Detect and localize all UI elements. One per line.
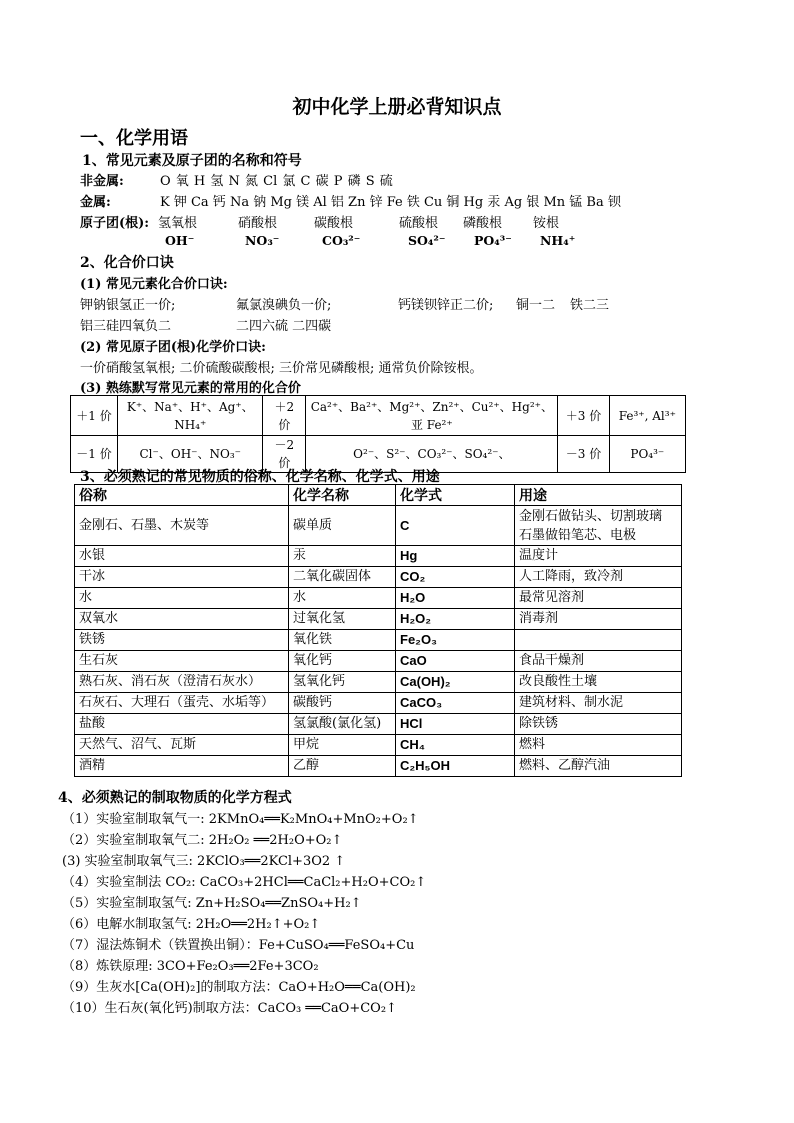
formula-cell: C — [396, 506, 515, 546]
equation-line: （1）实验室制取氧气一: 2KMnO₄══K₂MnO₄+MnO₂+O₂↑ — [62, 812, 419, 827]
radical-rhyme-text: 一价硝酸氢氧根; 二价硫酸碳酸根; 三价常见磷酸根; 通常负价除铵根。 — [80, 361, 483, 376]
equation-line: （4）实验室制法 CO₂: CaCO₃+2HCl══CaCl₂+H₂O+CO₂↑ — [62, 875, 427, 890]
table-row — [75, 651, 682, 672]
use-cell — [515, 630, 682, 651]
valence-table — [70, 395, 686, 473]
table-row — [75, 630, 682, 651]
chemical-name-cell: 碳酸钙 — [289, 693, 396, 714]
use-cell: 建筑材料、制水泥 — [515, 693, 682, 714]
valence-cell: －2 价 — [263, 436, 306, 473]
table-row — [75, 714, 682, 735]
chemical-name-cell: 水 — [289, 588, 396, 609]
common-name-cell: 水 — [75, 588, 289, 609]
equation-line: （5）实验室制取氢气: Zn+H₂SO₄══ZnSO₄+H₂↑ — [62, 896, 362, 911]
common-name-cell: 双氧水 — [75, 609, 289, 630]
equation-line: (3) 实验室制取氧气三: 2KClO₃══2KCl+3O2 ↑ — [62, 854, 346, 869]
nonmetal-label: 非金属: — [80, 174, 124, 189]
use-cell: 温度计 — [515, 546, 682, 567]
valence-row — [71, 396, 686, 436]
radical-symbol: PO₄³⁻ — [474, 233, 512, 248]
column-header: 化学式 — [396, 485, 515, 506]
use-cell: 金刚石做钻头、切割玻璃 石墨做铅笔芯、电极 — [515, 506, 682, 546]
rhyme-text: 铁二三 — [570, 298, 610, 313]
common-name-cell: 生石灰 — [75, 651, 289, 672]
radical-label: 原子团(根): — [80, 216, 150, 231]
chemical-name-cell: 氧化铁 — [289, 630, 396, 651]
column-header: 俗称 — [75, 485, 289, 506]
radical-symbol: CO₃²⁻ — [322, 233, 361, 248]
use-cell: 燃料 — [515, 735, 682, 756]
formula-cell: H₂O — [396, 588, 515, 609]
formula-cell: CH₄ — [396, 735, 515, 756]
equation-line: （7）湿法炼铜术（铁置换出铜）：Fe+CuSO₄══FeSO₄+Cu — [62, 938, 415, 953]
table-row — [75, 693, 682, 714]
common-name-cell: 熟石灰、消石灰（澄清石灰水） — [75, 672, 289, 693]
formula-cell: CaCO₃ — [396, 693, 515, 714]
common-name-cell: 铁锈 — [75, 630, 289, 651]
column-header: 化学名称 — [289, 485, 396, 506]
equation-line: （2）实验室制取氧气二: 2H₂O₂ ══2H₂O+O₂↑ — [62, 833, 343, 848]
nonmetal-list: O 氧 H 氢 N 氮 Cl 氯 C 碳 P 磷 S 硫 — [160, 174, 393, 189]
page-title: 初中化学上册必背知识点 — [292, 96, 502, 118]
use-cell: 人工降雨，致冷剂 — [515, 567, 682, 588]
subsection-heading-4: 4、必须熟记的制取物质的化学方程式 — [58, 790, 292, 806]
valence-cell: Fe³⁺, Al³⁺ — [609, 396, 685, 436]
chemical-name-cell: 乙醇 — [289, 756, 396, 777]
formula-cell: Fe₂O₃ — [396, 630, 515, 651]
use-cell: 改良酸性土壤 — [515, 672, 682, 693]
section-heading: 一、化学用语 — [80, 128, 188, 149]
radical-symbol: SO₄²⁻ — [408, 233, 446, 248]
use-cell: 除铁锈 — [515, 714, 682, 735]
rhyme-text: 钾钠银氢正一价; — [80, 298, 176, 313]
radical-name: 硝酸根 — [238, 216, 278, 231]
common-name-cell: 酒精 — [75, 756, 289, 777]
rhyme-text: 二四六硫 二四碳 — [236, 319, 332, 334]
common-name-cell: 盐酸 — [75, 714, 289, 735]
chemical-name-cell: 汞 — [289, 546, 396, 567]
metal-list: K 钾 Ca 钙 Na 钠 Mg 镁 Al 铝 Zn 锌 Fe 铁 Cu 铜 Hg 汞 Ag 银 Mn 锰 Ba 钡 — [160, 195, 621, 210]
radical-symbol: OH⁻ — [165, 233, 195, 248]
chemical-name-cell: 氧化钙 — [289, 651, 396, 672]
rhyme-text: 铝三硅四氧负二 — [80, 319, 172, 334]
column-header: 用途 — [515, 485, 682, 506]
use-cell: 燃料、乙醇汽油 — [515, 756, 682, 777]
valence-table-heading: (3) 熟练默写常见元素的常用的化合价 — [80, 381, 301, 396]
table-row — [75, 567, 682, 588]
formula-cell: CO₂ — [396, 567, 515, 588]
valence-cell: Cl⁻、OH⁻、NO₃⁻ — [118, 436, 263, 473]
subsection-heading-1: 1、常见元素及原子团的名称和符号 — [82, 153, 302, 169]
table-row — [75, 756, 682, 777]
radical-name: 铵根 — [533, 216, 560, 231]
chemical-name-cell: 氢氯酸(氯化氢) — [289, 714, 396, 735]
use-cell: 食品干燥剂 — [515, 651, 682, 672]
formula-cell: H₂O₂ — [396, 609, 515, 630]
equation-line: （9）生灰水[Ca(OH)₂]的制取方法：CaO+H₂O══Ca(OH)₂ — [62, 980, 416, 995]
common-name-cell: 金刚石、石墨、木炭等 — [75, 506, 289, 546]
radical-symbol: NO₃⁻ — [245, 233, 280, 248]
table-header-row — [75, 485, 682, 506]
valence-cell: O²⁻、S²⁻、CO₃²⁻、SO₄²⁻、 — [306, 436, 558, 473]
chemical-name-cell: 二氧化碳固体 — [289, 567, 396, 588]
radical-name: 硫酸根 — [399, 216, 439, 231]
valence-rhyme-heading: (1) 常见元素化合价口诀: — [80, 277, 228, 292]
metal-label: 金属: — [80, 195, 111, 210]
valence-cell: ＋2 价 — [263, 396, 306, 436]
table-row — [75, 735, 682, 756]
rhyme-text: 氟氯溴碘负一价; — [236, 298, 332, 313]
table-row — [75, 506, 682, 546]
table-row — [75, 546, 682, 567]
valence-cell: ＋1 价 — [71, 396, 118, 436]
valence-cell: K⁺、Na⁺、H⁺、Ag⁺、NH₄⁺ — [118, 396, 263, 436]
chemical-name-cell: 甲烷 — [289, 735, 396, 756]
subsection-heading-3: 3、必须熟记的常见物质的俗称、化学名称、化学式、用途 — [80, 469, 440, 485]
rhyme-text: 铜一二 — [516, 298, 556, 313]
valence-cell: PO₄³⁻ — [609, 436, 685, 473]
table-row — [75, 609, 682, 630]
chemical-name-cell: 碳单质 — [289, 506, 396, 546]
table-row — [75, 588, 682, 609]
equation-line: （8）炼铁原理: 3CO+Fe₂O₃══2Fe+3CO₂ — [62, 959, 319, 974]
radical-symbol: NH₄⁺ — [540, 233, 576, 248]
valence-cell: Ca²⁺、Ba²⁺、Mg²⁺、Zn²⁺、Cu²⁺、Hg²⁺、亚 Fe²⁺ — [306, 396, 558, 436]
equation-line: （6）电解水制取氢气: 2H₂O══2H₂↑+O₂↑ — [62, 917, 321, 932]
common-name-cell: 石灰石、大理石（蛋壳、水垢等） — [75, 693, 289, 714]
formula-cell: Hg — [396, 546, 515, 567]
common-name-cell: 天然气、沼气、瓦斯 — [75, 735, 289, 756]
use-cell: 最常见溶剂 — [515, 588, 682, 609]
valence-cell: －3 价 — [558, 436, 609, 473]
common-name-cell: 水银 — [75, 546, 289, 567]
radical-name: 磷酸根 — [463, 216, 503, 231]
use-cell: 消毒剂 — [515, 609, 682, 630]
formula-cell: Ca(OH)₂ — [396, 672, 515, 693]
formula-cell: HCl — [396, 714, 515, 735]
substances-table — [74, 484, 682, 777]
rhyme-text: 钙镁钡锌正二价; — [398, 298, 494, 313]
chemical-name-cell: 过氧化氢 — [289, 609, 396, 630]
table-row — [75, 672, 682, 693]
common-name-cell: 干冰 — [75, 567, 289, 588]
radical-name: 氢氧根 — [158, 216, 198, 231]
radical-name: 碳酸根 — [314, 216, 354, 231]
valence-cell: －1 价 — [71, 436, 118, 473]
radical-rhyme-heading: (2) 常见原子团(根)化学价口诀: — [80, 340, 266, 355]
equation-line: （10）生石灰(氧化钙)制取方法：CaCO₃ ══CaO+CO₂↑ — [62, 1001, 397, 1016]
chemical-name-cell: 氢氧化钙 — [289, 672, 396, 693]
formula-cell: CaO — [396, 651, 515, 672]
formula-cell: C₂H₅OH — [396, 756, 515, 777]
subsection-heading-2: 2、化合价口诀 — [80, 255, 174, 271]
valence-cell: ＋3 价 — [558, 396, 609, 436]
